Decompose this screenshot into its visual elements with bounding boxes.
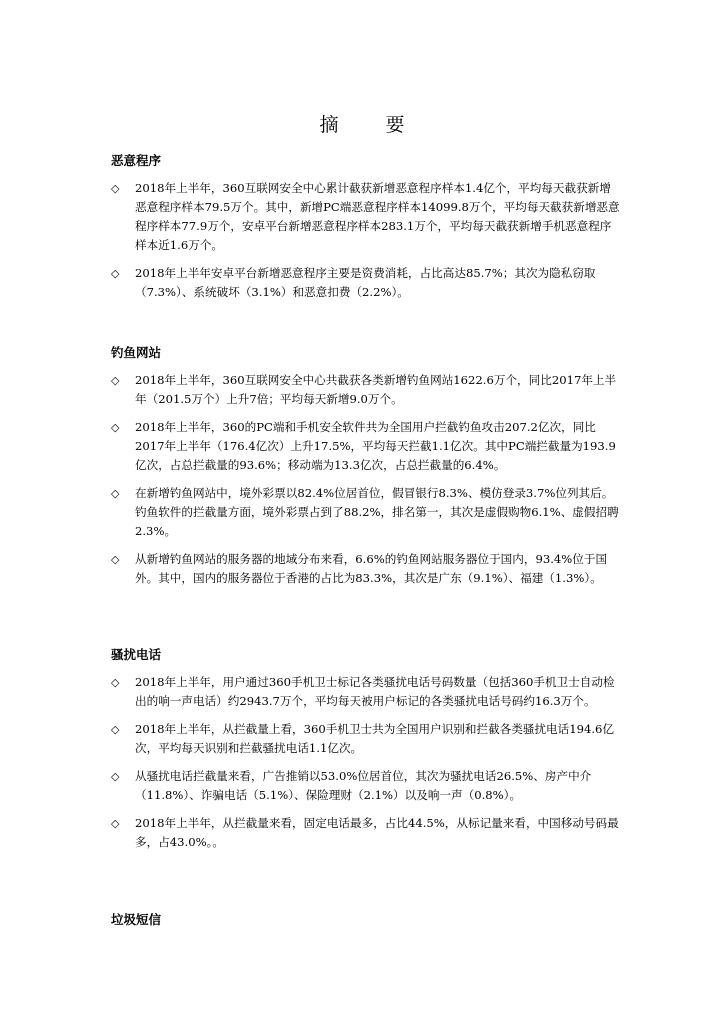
list-item-text: 2018年上半年，从拦截量上看，360手机卫士共为全国用户识别和拦截各类骚扰电话194.6亿次，平均每天识别和拦截骚扰电话1.1亿次。	[135, 722, 615, 755]
diamond-bullet-icon: ◇	[111, 723, 120, 736]
diamond-bullet-icon: ◇	[111, 487, 120, 500]
list-item-text: 2018年上半年，360互联网安全中心累计截获新增恶意程序样本1.4亿个，平均每天截获新增恶意程序样本79.5万个。其中，新增PC端恶意程序样本14099.8万个，平均每天截获新增恶意程序样本77.9万个，安卓平台新增恶意程序样本283.1万个，平均每天截获新增手机恶意程序样本近1.6万个。	[135, 181, 620, 252]
list-item-text: 在新增钓鱼网站中，境外彩票以82.4%位居首位，假冒银行8.3%、模仿登录3.7%位列其后。钓鱼软件的拦截量方面，境外彩票占到了88.2%，排名第一，其次是虚假购物6.1%、虚假招聘2.3%。	[135, 486, 619, 538]
section-malware	[111, 152, 621, 311]
diamond-bullet-icon: ◇	[111, 421, 120, 434]
list-item	[111, 484, 621, 541]
list-item	[111, 179, 621, 255]
list-item-text: 2018年上半年，用户通过360手机卫士标记各类骚扰电话号码数量（包括360手机卫士自动检出的响一声电话）约2943.7万个，平均每天被用户标记的各类骚扰电话号码约16.3万个。	[135, 675, 615, 708]
list-item-text: 从骚扰电话拦截量来看，广告推销以53.0%位居首位，其次为骚扰电话26.5%、房产中介（11.8%）、诈骗电话（5.1%）、保险理财（2.1%）以及响一声（0.8%）。	[135, 769, 592, 802]
list-item-text: 2018年上半年，从拦截量来看，固定电话最多，占比44.5%，从标记量来看，中国移动号码最多，占43.0%。。	[135, 816, 619, 849]
diamond-bullet-icon: ◇	[111, 770, 120, 783]
list-item	[111, 814, 621, 852]
list-item	[111, 371, 621, 409]
list-item-text: 从新增钓鱼网站的服务器的地域分布来看，6.6%的钓鱼网站服务器位于国内，93.4%位于国外。其中，国内的服务器位于香港的占比为83.3%，其次是广东（9.1%）、福建（1.3%）。	[135, 552, 608, 585]
list-item-text: 2018年上半年安卓平台新增恶意程序主要是资费消耗，占比高达85.7%；其次为隐私窃取（7.3%）、系统破坏（3.1%）和恶意扣费（2.2%）。	[135, 266, 596, 299]
section-phishing	[111, 344, 621, 597]
diamond-bullet-icon: ◇	[111, 553, 120, 566]
section-spam-sms	[111, 911, 621, 938]
section-heading-phishing: 钓鱼网站	[111, 345, 162, 360]
section-harassment-calls	[111, 646, 621, 861]
page-title: 摘 要	[319, 114, 419, 136]
list-item	[111, 673, 621, 711]
diamond-bullet-icon: ◇	[111, 374, 120, 387]
list-item-text: 2018年上半年，360的PC端和手机安全软件共为全国用户拦截钓鱼攻击207.2亿次，同比2017年上半年（176.4亿次）上升17.5%，平均每天拦截1.1亿次。其中PC端拦截量为193.9亿次，占总拦截量的93.6%；移动端为13.3亿次，占总拦截量的6.4%。	[135, 420, 616, 472]
section-heading-harassment-calls: 骚扰电话	[111, 647, 162, 662]
diamond-bullet-icon: ◇	[111, 817, 120, 830]
section-heading-spam-sms: 垃圾短信	[111, 912, 162, 927]
list-item	[111, 264, 621, 302]
list-item-text: 2018年上半年，360互联网安全中心共截获各类新增钓鱼网站1622.6万个，同比2017年上半年（201.5万个）上升7倍；平均每天新增9.0万个。	[135, 373, 617, 406]
diamond-bullet-icon: ◇	[111, 182, 120, 195]
list-item	[111, 720, 621, 758]
diamond-bullet-icon: ◇	[111, 267, 120, 280]
list-item	[111, 767, 621, 805]
diamond-bullet-icon: ◇	[111, 676, 120, 689]
list-item	[111, 418, 621, 475]
list-item	[111, 550, 621, 588]
section-heading-malware: 恶意程序	[111, 153, 162, 168]
